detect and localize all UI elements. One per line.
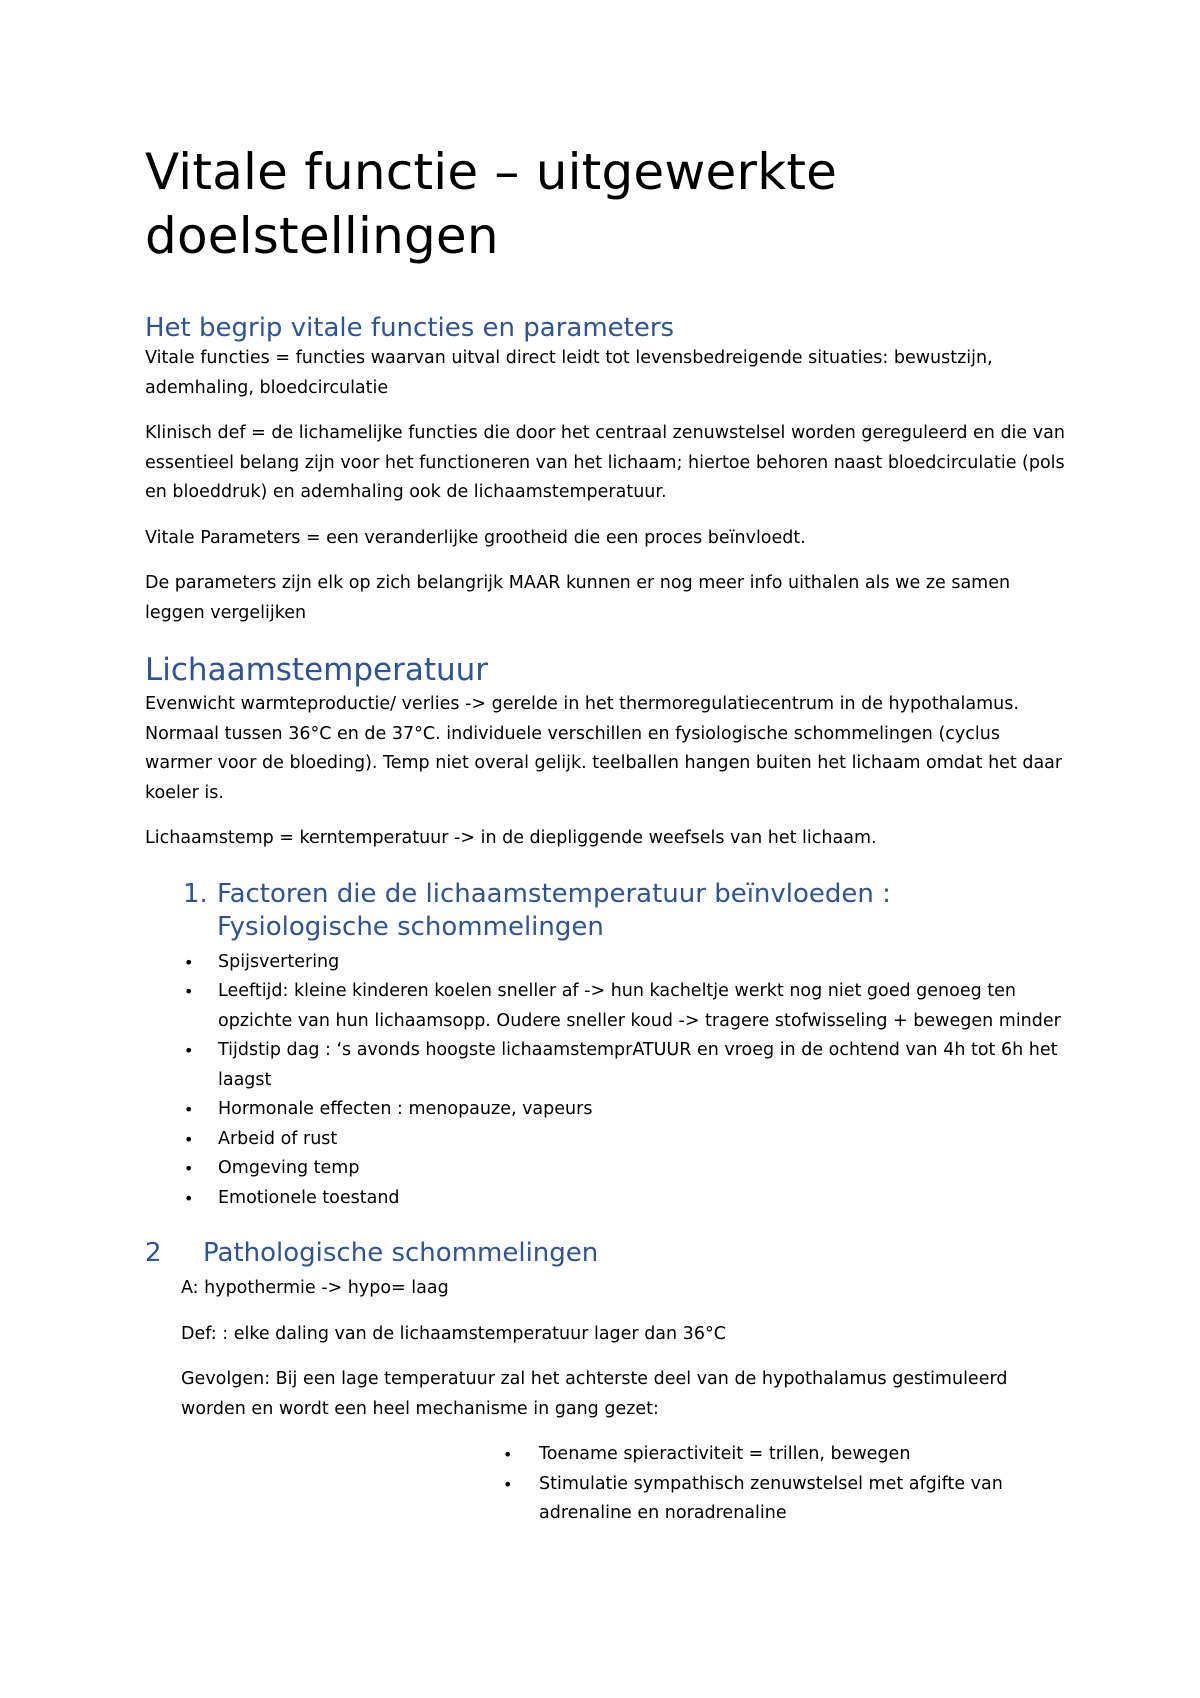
paragraph: Lichaamstemp = kerntemperatuur -> in de diepliggende weefsels van het lichaam.: [145, 828, 877, 848]
list-item-text: Leeftijd: kleine kinderen koelen sneller af -> hun kacheltje werkt nog niet goed genoeg ten opzichte van hun lichaamsopp. Oudere sneller koud -> tragere stofwisseling + bewegen minder: [218, 981, 1061, 1031]
pathologische-content: [181, 1274, 1065, 1424]
bullet-icon: •: [184, 1129, 194, 1149]
heading-number: 2: [145, 1238, 162, 1268]
section-heading-vitale-functies: Het begrip vitale functies en parameters: [145, 313, 675, 343]
gevolgen-list: [145, 1440, 1065, 1529]
bullet-icon: •: [184, 1188, 194, 1208]
subsection-heading-pathologische: [145, 1237, 1065, 1270]
list-item: [145, 1036, 1065, 1095]
bullet-icon: •: [503, 1445, 513, 1464]
document-page: [145, 140, 1065, 1543]
paragraph: Vitale functies = functies waarvan uitval direct leidt tot levensbedreigende situaties: bewustzijn, ademhaling, bloedcirculatie: [145, 348, 993, 398]
list-item: [145, 1440, 1065, 1470]
list-item-text: Omgeving temp: [218, 1158, 360, 1178]
heading-text: Pathologische schommelingen: [203, 1238, 599, 1268]
list-item: [145, 1125, 1065, 1155]
paragraph: Gevolgen: Bij een lage temperatuur zal het achterste deel van de hypothalamus gestimuleerd worden en wordt een heel mechanisme in gang gezet:: [181, 1369, 1008, 1419]
list-item-text: Tijdstip dag : ‘s avonds hoogste lichaamstemprATUUR en vroeg in de ochtend van 4h tot 6h het laagst: [218, 1040, 1058, 1090]
factor-list: [145, 948, 1065, 1214]
list-item-text: Toename spieractiviteit = trillen, bewegen: [539, 1444, 911, 1464]
bullet-icon: •: [184, 1159, 194, 1178]
list-item-text: Hormonale effecten : menopauze, vapeurs: [218, 1099, 593, 1119]
bullet-icon: •: [184, 1100, 194, 1119]
list-item-text: Emotionele toestand: [218, 1187, 400, 1208]
paragraph: A: hypothermie -> hypo= laag: [181, 1278, 449, 1298]
list-item: [145, 1095, 1065, 1125]
list-item: [145, 1154, 1065, 1184]
bullet-icon: •: [184, 982, 194, 1001]
bullet-icon: •: [503, 1474, 513, 1494]
list-item: [145, 1470, 1065, 1529]
heading-number: 1.: [183, 878, 208, 909]
subsection-heading-factoren: [183, 878, 1065, 944]
bullet-icon: •: [184, 952, 194, 972]
paragraph: Evenwicht warmteproductie/ verlies -> gerelde in het thermoregulatiecentrum in de hypothalamus. Normaal tussen 36°C en de 37°C. individuele verschillen en fysiologische schommelingen (cyclus warmer voor de bloeding). Temp niet overal gelijk. teelballen hangen buiten het lichaam omdat het daar koeler is.: [145, 694, 1063, 803]
list-item-text: Spijsvertering: [218, 951, 340, 972]
list-item: [145, 948, 1065, 978]
document-title: Vitale functie – uitgewerkte doelstellingen: [145, 143, 838, 265]
paragraph: Vitale Parameters = een veranderlijke grootheid die een proces beïnvloedt.: [145, 527, 806, 548]
paragraph: De parameters zijn elk op zich belangrijk MAAR kunnen er nog meer info uithalen als we ze samen leggen vergelijken: [145, 573, 1011, 623]
list-item: [145, 1184, 1065, 1214]
paragraph: Klinisch def = de lichamelijke functies die door het centraal zenuwstelsel worden gereguleerd en die van essentieel belang zijn voor het functioneren van het lichaam; hiertoe behoren naast bloedcirculatie (pols en bloeddruk) en ademhaling ook de lichaamstemperatuur.: [145, 423, 1065, 502]
bullet-icon: •: [184, 1041, 194, 1060]
list-item-text: Arbeid of rust: [218, 1128, 338, 1149]
heading-text: Factoren die de lichaamstemperatuur beïnvloeden : Fysiologische schommelingen: [217, 878, 891, 942]
section-heading-lichaamstemperatuur: Lichaamstemperatuur: [145, 652, 489, 688]
list-item: [145, 977, 1065, 1036]
paragraph: Def: : elke daling van de lichaamstemperatuur lager dan 36°C: [181, 1323, 726, 1344]
list-item-text: Stimulatie sympathisch zenuwstelsel met afgifte van adrenaline en noradrenaline: [539, 1473, 1003, 1523]
